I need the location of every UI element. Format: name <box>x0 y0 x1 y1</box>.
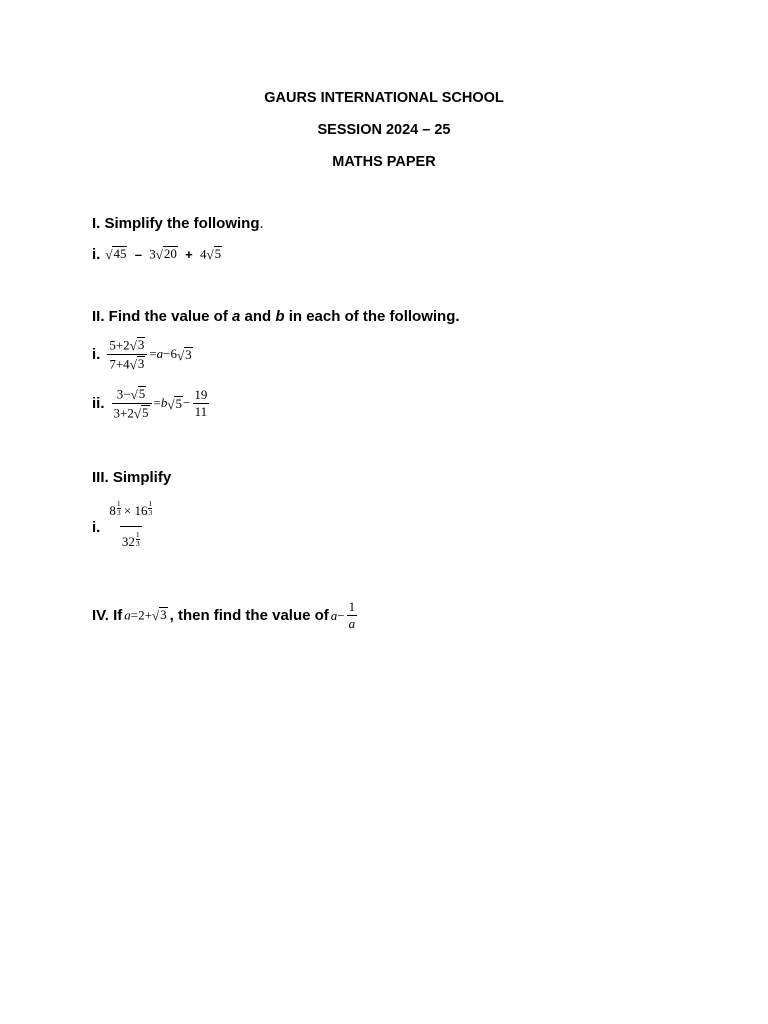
expression: √ 45 – 3 √ 20 + 4 √ 5 <box>105 246 222 262</box>
item-label: ii. <box>92 394 105 412</box>
item-label: i. <box>92 345 101 363</box>
section-4-question: IV. If a=2+ √ 3 , then find the value of a − $\frac{1}{a}$ <box>92 600 359 632</box>
target-expression: a − $\frac{1}{a}$ <box>330 599 356 632</box>
equation: 3− √ 5 3+2 √ 5 = b √ 5 − $\frac{19}{11}$ <box>113 386 208 421</box>
equation: 5+2 √ 3 7+4 √ 3 = a −6 √ 3 <box>109 337 192 372</box>
section-3-item-i <box>92 498 156 556</box>
section-2-title: II. Find the value of a and b in each of the following. <box>92 308 460 325</box>
section-1-item-i <box>92 246 222 263</box>
condition: a=2+ √ 3 <box>124 607 167 624</box>
school-name: GAURS INTERNATIONAL SCHOOL <box>264 90 504 106</box>
expression: 8 $\frac{1}{3}$ × 16 $\frac{1}{3}$ 32 $\frac{1}{3}$ <box>105 498 156 556</box>
section-2-item-i <box>92 337 193 372</box>
section-1-title: I. Simplify the following. <box>92 215 264 232</box>
section-2-item-ii <box>92 386 211 421</box>
session-label: SESSION 2024 – 25 <box>317 122 451 138</box>
paper-title: MATHS PAPER <box>332 154 436 170</box>
item-label: i. <box>92 246 101 263</box>
section-3-title: III. Simplify <box>92 469 172 486</box>
item-label: i. <box>92 518 101 536</box>
